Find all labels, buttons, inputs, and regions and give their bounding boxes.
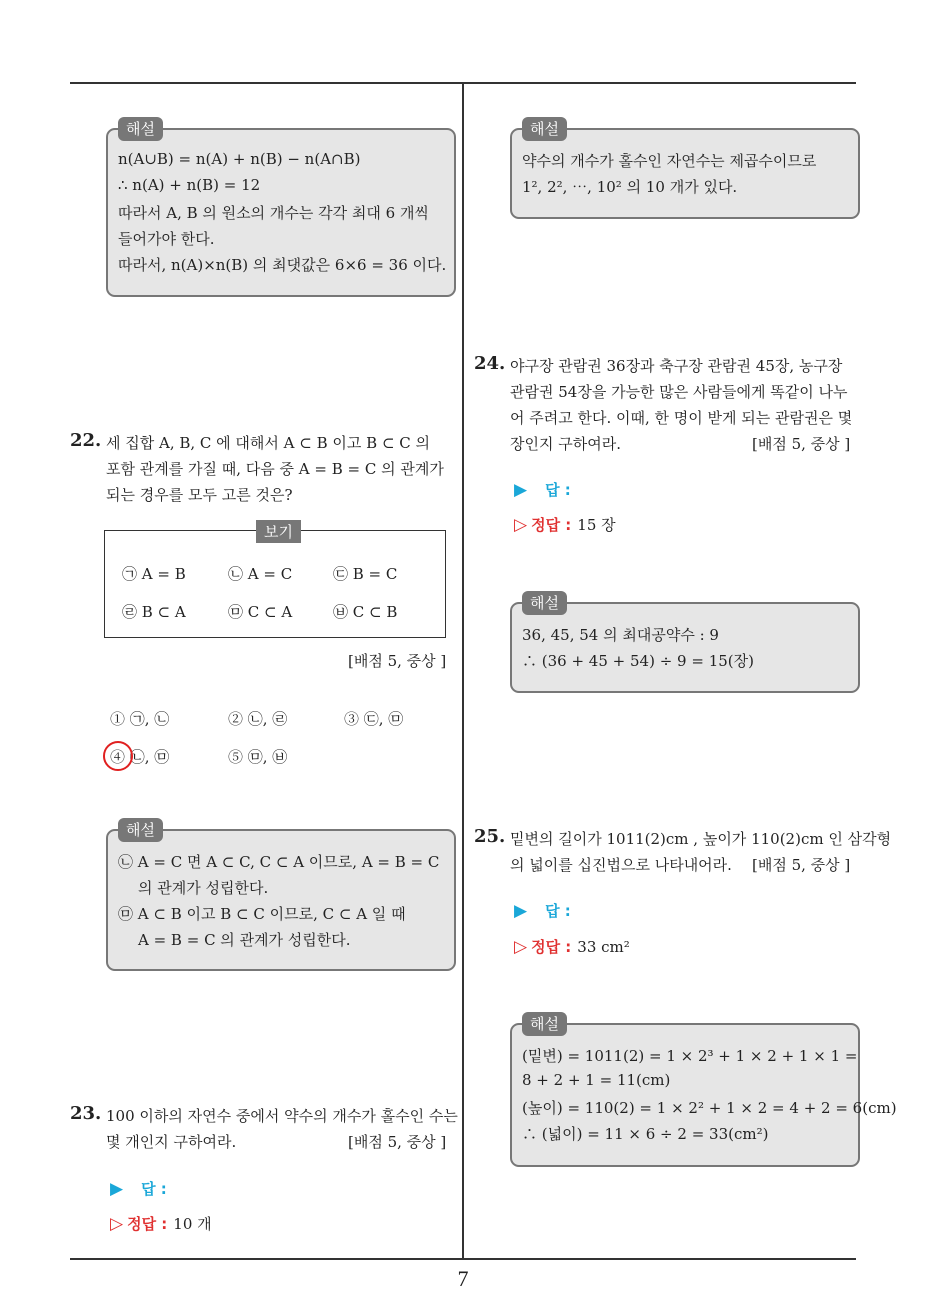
solution-line: 8 + 2 + 1 = 11(cm)	[522, 1071, 671, 1089]
choice-1[interactable]: ① ㉠, ㉡	[110, 710, 170, 728]
play-icon: ▶	[514, 901, 528, 921]
solution-tag: 해설	[522, 1012, 567, 1036]
answer-field[interactable]	[514, 900, 571, 921]
solution-line: ㉤ A ⊂ B 이고 B ⊂ C 이므로, C ⊂ A 일 때	[118, 905, 406, 923]
question-line: 100 이하의 자연수 중에서 약수의 개수가 홀수인 수는	[106, 1107, 458, 1125]
bottom-rule	[70, 1258, 856, 1260]
answer-label: 답 :	[545, 902, 571, 920]
solution-line: ㉡ A = C 면 A ⊂ C, C ⊂ A 이므로, A = B = C	[118, 853, 440, 871]
score-label: [배점 5, 중상 ]	[348, 652, 447, 670]
question-line: 어 주려고 한다. 이때, 한 명이 받게 되는 관람권은 몇	[510, 409, 853, 427]
bogi-item: ㉡ A = C	[228, 565, 293, 583]
question-line: 포함 관계를 가질 때, 다음 중 A = B = C 의 관계가	[106, 460, 444, 478]
correct-answer	[110, 1213, 212, 1234]
answer-field[interactable]	[514, 479, 571, 500]
solution-line: 따라서 A, B 의 원소의 개수는 각각 최대 6 개씩	[118, 204, 429, 222]
solution-line: ∴ n(A) + n(B) = 12	[118, 176, 261, 194]
bogi-title: 보기	[256, 520, 301, 543]
triangle-outline-icon: ▷	[110, 1214, 124, 1234]
correct-value: 15 장	[577, 516, 616, 534]
question-number: 22.	[70, 430, 102, 451]
question-number: 25.	[474, 826, 506, 847]
solution-line: 따라서, n(A)×n(B) 의 최댓값은 6×6 = 36 이다.	[118, 256, 447, 274]
solution-line: 들어가야 한다.	[118, 230, 215, 248]
question-line: 관람권 54장을 가능한 많은 사람들에게 똑같이 나누	[510, 383, 848, 401]
choice-5[interactable]: ⑤ ㉤, ㉥	[228, 748, 288, 766]
question-line: 몇 개인지 구하여라.	[106, 1133, 237, 1151]
solution-tag: 해설	[522, 591, 567, 615]
choice-4[interactable]: ④ ㉡, ㉤	[110, 748, 170, 766]
play-icon: ▶	[110, 1179, 124, 1199]
answer-field[interactable]	[110, 1178, 167, 1199]
bogi-item: ㉠ A = B	[122, 565, 186, 583]
score-label: [배점 5, 중상 ]	[752, 435, 851, 453]
correct-answer	[514, 514, 616, 535]
bogi-item: ㉥ C ⊂ B	[333, 603, 398, 621]
score-label: [배점 5, 중상 ]	[348, 1133, 447, 1151]
choice-2[interactable]: ② ㉡, ㉣	[228, 710, 288, 728]
answer-label: 답 :	[141, 1180, 167, 1198]
page-number: 7	[457, 1266, 469, 1291]
correct-label: 정답 :	[531, 516, 572, 534]
correct-label: 정답 :	[531, 938, 572, 956]
solution-line: 1², 2², ⋯, 10² 의 10 개가 있다.	[522, 178, 738, 196]
solution-line: 약수의 개수가 홀수인 자연수는 제곱수이므로	[522, 152, 817, 170]
bogi-item: ㉢ B = C	[333, 565, 398, 583]
solution-line: (밑변) = 1011(2) = 1 × 2³ + 1 × 2 + 1 × 1 =	[522, 1047, 858, 1065]
correct-value: 10 개	[173, 1215, 212, 1233]
play-icon: ▶	[514, 480, 528, 500]
question-line: 의 넓이를 십진법으로 나타내어라.	[510, 856, 732, 874]
solution-tag: 해설	[118, 818, 163, 842]
triangle-outline-icon: ▷	[514, 937, 528, 957]
question-line: 장인지 구하여라.	[510, 435, 621, 453]
solution-line: 의 관계가 성립한다.	[138, 879, 269, 897]
solution-line: n(A∪B) = n(A) + n(B) − n(A∩B)	[118, 150, 361, 168]
bogi-item: ㉤ C ⊂ A	[228, 603, 293, 621]
question-line: 야구장 관람권 36장과 축구장 관람권 45장, 농구장	[510, 357, 843, 375]
solution-box-23	[510, 128, 860, 219]
question-line: 세 집합 A, B, C 에 대해서 A ⊂ B 이고 B ⊂ C 의	[106, 434, 431, 452]
bogi-item: ㉣ B ⊂ A	[122, 603, 186, 621]
solution-line: 36, 45, 54 의 최대공약수 : 9	[522, 626, 719, 644]
column-divider	[462, 82, 464, 1260]
triangle-outline-icon: ▷	[514, 515, 528, 535]
solution-line: ∴ (넓이) = 11 × 6 ÷ 2 = 33(cm²)	[522, 1125, 769, 1143]
solution-box-24	[510, 602, 860, 693]
score-label: [배점 5, 중상 ]	[752, 856, 851, 874]
solution-tag: 해설	[522, 117, 567, 141]
selected-answer-circle	[103, 741, 133, 771]
solution-line: (높이) = 110(2) = 1 × 2² + 1 × 2 = 4 + 2 = 6(cm)	[522, 1099, 897, 1117]
correct-label: 정답 :	[127, 1215, 168, 1233]
choice-3[interactable]: ③ ㉢, ㉤	[344, 710, 404, 728]
question-number: 23.	[70, 1103, 102, 1124]
solution-tag: 해설	[118, 117, 163, 141]
solution-line: ∴ (36 + 45 + 54) ÷ 9 = 15(장)	[522, 652, 754, 670]
question-line: 밑변의 길이가 1011(2)cm , 높이가 110(2)cm 인 삼각형	[510, 830, 892, 848]
question-line: 되는 경우를 모두 고른 것은?	[106, 486, 293, 504]
question-number: 24.	[474, 353, 506, 374]
answer-label: 답 :	[545, 481, 571, 499]
correct-answer	[514, 936, 630, 957]
correct-value: 33 cm²	[577, 938, 630, 956]
solution-line: A = B = C 의 관계가 성립한다.	[138, 931, 351, 949]
